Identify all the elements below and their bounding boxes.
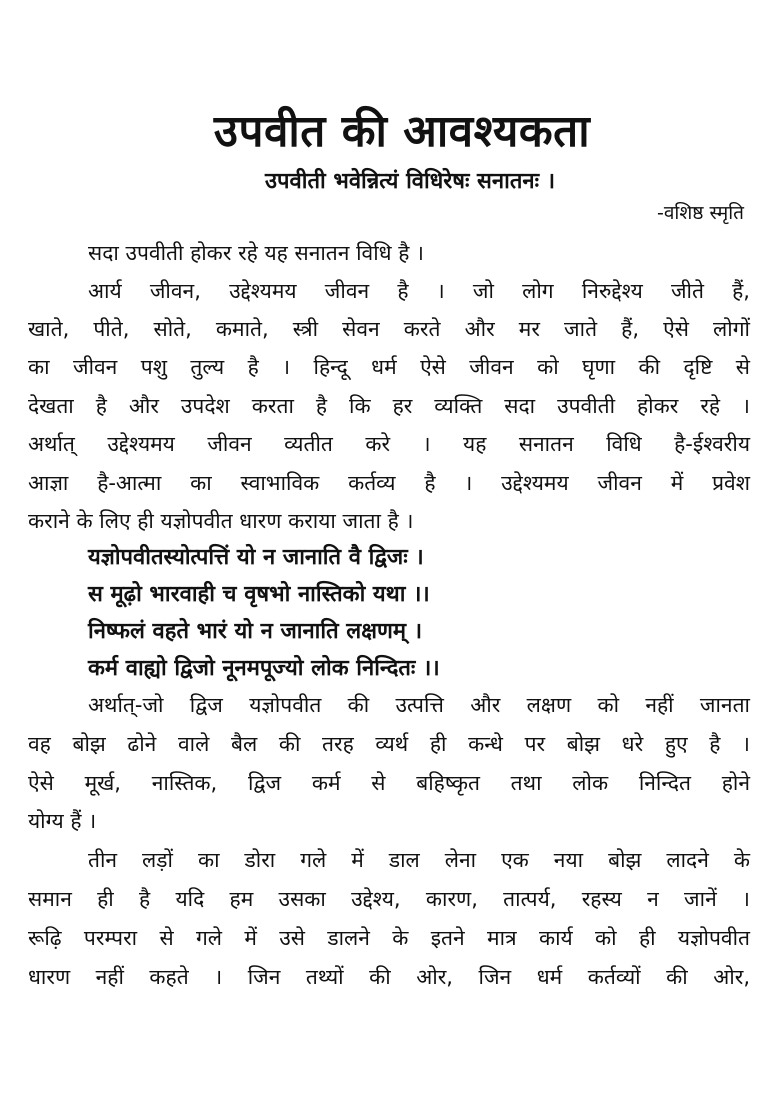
verse-line: निष्फलं वहते भारं यो न जानाति लक्षणम् ।	[88, 619, 423, 644]
paragraph-line: धारण नहीं कहते । जिन तथ्यों की ओर, जिन धर्म कर्तव्यों की ओर,	[28, 965, 750, 989]
paragraph-line: योग्य हैं ।	[28, 809, 97, 833]
paragraph-line: आर्य जीवन, उद्देश्यमय जीवन है । जो लोग निरुद्देश्य जीते हैं,	[88, 279, 750, 303]
paragraph-line: तीन लड़ों का डोरा गले में डाल लेना एक नया बोझ लादने के	[88, 848, 750, 872]
verse-line: कर्म वाह्यो द्विजो नूनमपूज्यो लोक निन्दितः ।।	[88, 656, 440, 681]
epigraph-shloka: उपवीती भवेन्नित्यं विधिरेषः सनातनः ।	[264, 169, 556, 194]
paragraph-line: वह बोझ ढोने वाले बैल की तरह व्यर्थ ही कन्धे पर बोझ धरे हुए है ।	[28, 732, 750, 756]
paragraph-line: कराने के लिए ही यज्ञोपवीत धारण कराया जाता है ।	[28, 509, 414, 533]
paragraph-line: का जीवन पशु तुल्य है । हिन्दू धर्म ऐसे जीवन को घृणा की दृष्टि से	[28, 355, 750, 379]
verse-line: यज्ञोपवीतस्योत्पत्तिं यो न जानाति वै द्विजः ।	[88, 545, 424, 570]
paragraph-line: आज्ञा है-आत्मा का स्वाभाविक कर्तव्य है । उद्देश्यमय जीवन में प्रवेश	[28, 471, 750, 495]
verse-line: स मूढ़ो भारवाही च वृषभो नास्तिको यथा ।।	[88, 582, 430, 607]
paragraph-line: खाते, पीते, सोते, कमाते, स्त्री सेवन करते और मर जाते हैं, ऐसे लोगों	[28, 317, 750, 341]
paragraph-line: ऐसे मूर्ख, नास्तिक, द्विज कर्म से बहिष्कृत तथा लोक निन्दित होने	[28, 771, 750, 795]
paragraph-line: समान ही है यदि हम उसका उद्देश्य, कारण, तात्पर्य, रहस्य न जानें ।	[28, 887, 750, 911]
epigraph-source: -वशिष्ठ स्मृति	[657, 202, 744, 224]
paragraph-line: अर्थात् उद्देश्यमय जीवन व्यतीत करे । यह सनातन विधि है-ईश्वरीय	[28, 432, 750, 456]
paragraph-line: रूढ़ि परम्परा से गले में उसे डालने के इतने मात्र कार्य को ही यज्ञोपवीत	[28, 926, 750, 950]
paragraph-line: सदा उपवीती होकर रहे यह सनातन विधि है ।	[88, 241, 425, 265]
page-title: उपवीत की आवश्यकता	[213, 106, 591, 157]
paragraph-line: देखता है और उपदेश करता है कि हर व्यक्ति सदा उपवीती होकर रहे ।	[28, 394, 750, 418]
paragraph-line: अर्थात्-जो द्विज यज्ञोपवीत की उत्पत्ति और लक्षण को नहीं जानता	[88, 693, 750, 717]
